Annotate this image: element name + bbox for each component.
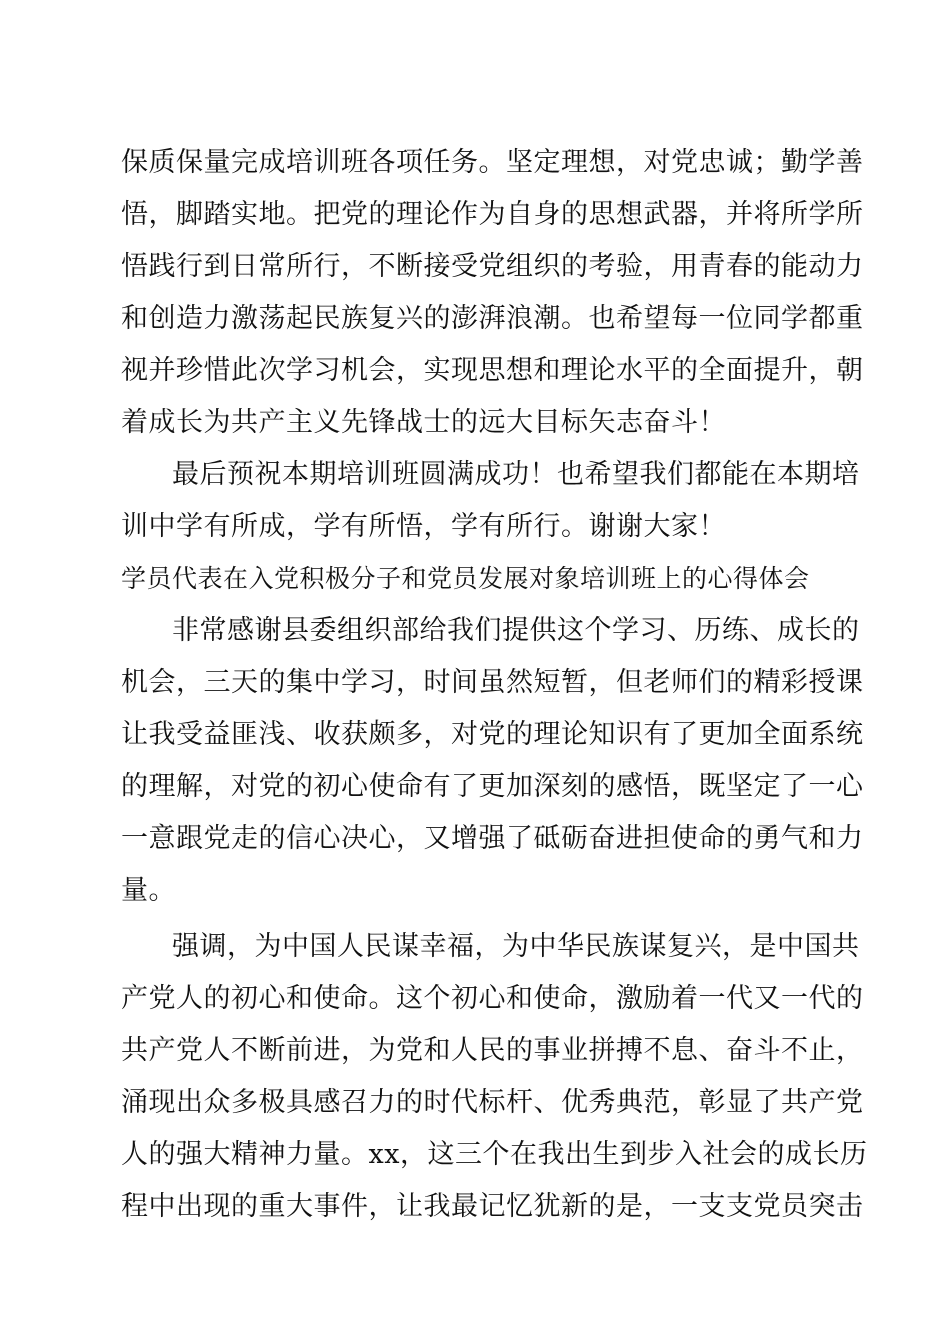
paragraph-line: 一意跟党走的信心决心，又增强了砥砺奋进担使命的勇气和力 — [121, 823, 864, 854]
section-heading: 学员代表在入党积极分子和党员发展对象培训班上的心得体会 — [121, 564, 810, 593]
paragraph-line: 和创造力激荡起民族复兴的澎湃浪潮。也希望每一位同学都重 — [121, 303, 864, 334]
paragraph-line: 视并珍惜此次学习机会，实现思想和理论水平的全面提升，朝 — [121, 355, 864, 386]
paragraph-line: 训中学有所成，学有所悟，学有所行。谢谢大家！ — [121, 511, 726, 542]
paragraph-line: 非常感谢县委组织部给我们提供这个学习、历练、成长的 — [172, 615, 860, 646]
paragraph-line: 人的强大精神力量。xx，这三个在我出生到步入社会的成长历 — [121, 1139, 868, 1170]
paragraph-line: 涌现出众多极具感召力的时代标杆、优秀典范，彰显了共产党 — [121, 1087, 864, 1118]
paragraph-line: 机会，三天的集中学习，时间虽然短暂，但老师们的精彩授课 — [121, 667, 864, 698]
paragraph-line: 保质保量完成培训班各项任务。坚定理想，对党忠诚；勤学善 — [121, 147, 864, 178]
paragraph-line: 的理解，对党的初心使命有了更加深刻的感悟，既坚定了一心 — [121, 771, 864, 802]
paragraph-line: 悟践行到日常所行，不断接受党组织的考验，用青春的能动力 — [121, 251, 864, 282]
paragraph-line: 量。 — [121, 875, 176, 906]
paragraph-line: 程中出现的重大事件，让我最记忆犹新的是，一支支党员突击 — [121, 1191, 864, 1222]
paragraph-line: 强调，为中国人民谋幸福，为中华民族谋复兴，是中国共 — [172, 931, 860, 962]
paragraph-line: 悟，脚踏实地。把党的理论作为自身的思想武器，并将所学所 — [121, 199, 864, 230]
paragraph-line: 共产党人不断前进，为党和人民的事业拼搏不息、奋斗不止， — [121, 1035, 864, 1066]
paragraph-line: 产党人的初心和使命。这个初心和使命，激励着一代又一代的 — [121, 983, 864, 1014]
paragraph-line: 最后预祝本期培训班圆满成功！也希望我们都能在本期培 — [172, 459, 860, 490]
paragraph-line: 让我受益匪浅、收获颇多，对党的理论知识有了更加全面系统 — [121, 719, 864, 750]
paragraph-line: 着成长为共产主义先锋战士的远大目标矢志奋斗！ — [121, 407, 726, 438]
